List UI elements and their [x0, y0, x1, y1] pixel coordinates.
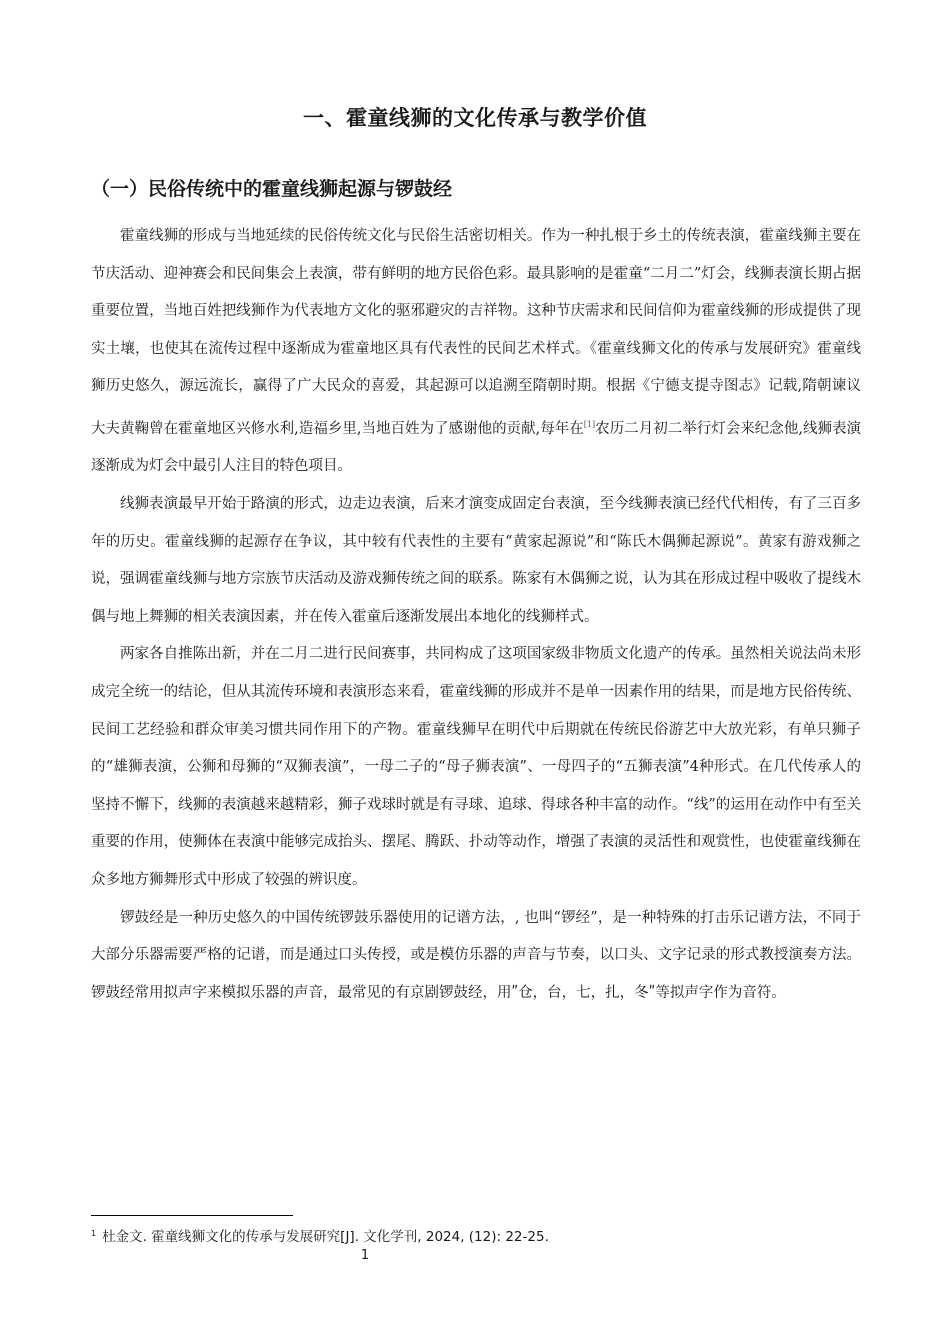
page-title: 一、霍童线狮的文化传承与教学价值	[303, 106, 647, 130]
page-number: 1	[360, 1248, 370, 1263]
citation-mark[interactable]: [1]	[583, 419, 596, 429]
footnote	[91, 1225, 549, 1245]
footnote-divider	[91, 1215, 293, 1216]
paragraph-1-text: 霍童线狮的形成与当地延续的民俗传统文化与民俗生活密切相关。作为一种扎根于乡土的传统表演，霍童线狮主要在节庆活动、迎神赛会和民间集会上表演，带有鲜明的地方民俗色彩。最具影响的是霍童“二月二”灯会，线狮表演长期占据重要位置，当地百姓把线狮作为代表地方文化的驱邪避灾的吉祥物。这种节庆需求和民间信仰为霍童线狮的形成提供了现实土壤，也使其在流传过程中逐渐成为霍童地区具有代表性的民间艺术样式。《霍童线狮文化的传承与发展研究》霍童线狮历史悠久，源远流长，赢得了广大民众的喜爱，其起源可以追溯至隋朝时期。根据《宁德支提寺图志》记载,隋朝谏议大夫黄鞠曾在霍童地区兴修水利,造福乡里,当地百姓为了感谢他的贡献,每年在	[91, 228, 861, 437]
section-heading: （一）民俗传统中的霍童线狮起源与锣鼓经	[91, 178, 453, 200]
paragraph-2: 线狮表演最早开始于路演的形式，边走边表演，后来才演变成固定台表演，至今线狮表演已经代代相传，有了三百多年的历史。霍童线狮的起源存在争议，其中较有代表性的主要有“黄家起源说”和“陈氏木偶狮起源说”。黄家有游戏狮之说，强调霍童线狮与地方宗族节庆活动及游戏狮传统之间的联系。陈家有木偶狮之说，认为其在形成过程中吸收了提线木偶与地上舞狮的相关表演因素，并在传入霍童后逐渐发展出本地化的线狮样式。	[91, 495, 861, 625]
body-text	[91, 218, 861, 1012]
paragraph-1	[91, 218, 861, 486]
paragraph-1-tail: 农历二月初二举行灯会来纪念他,线狮表演逐渐成为灯会中最引人注目的特色项目。	[91, 420, 861, 475]
footnote-text: 杜金文. 霍童线狮文化的传承与发展研究[J]. 文化学刊, 2024, (12): 22-25.	[102, 1229, 549, 1245]
paragraph-3: 两家各自推陈出新，并在二月二进行民间赛事，共同构成了这项国家级非物质文化遗产的传承。虽然相关说法尚未形成完全统一的结论，但从其流传环境和表演形态来看，霍童线狮的形成并不是单一因素作用的结果，而是地方民俗传统、民间工艺经验和群众审美习惯共同作用下的产物。霍童线狮早在明代中后期就在传统民俗游艺中大放光彩，有单只狮子的“雄狮表演，公狮和母狮的“双狮表演”，一母二子的“母子狮表演”、一母四子的“五狮表演”4种形式。在几代传承人的坚持不懈下，线狮的表演越来越精彩，狮子戏球时就是有寻球、追球、得球各种丰富的动作。“线”的运用在动作中有至关重要的作用，使狮体在表演中能够完成抬头、摆尾、腾跃、扑动等动作，增强了表演的灵活性和观赏性，也使霍童线狮在众多地方狮舞形式中形成了较强的辨识度。	[91, 646, 861, 888]
paragraph-4: 锣鼓经是一种历史悠久的中国传统锣鼓乐器使用的记谱方法，, 也叫“锣经”，是一种特殊的打击乐记谱方法，不同于大部分乐器需要严格的记谱，而是通过口头传授，或是模仿乐器的声音与节奏，以口头、文字记录的形式教授演奏方法。锣鼓经常用拟声字来模拟乐器的声音，最常见的有京剧锣鼓经，用ʺ仓，台，七，扎，冬ʺ等拟声字作为音符。	[91, 909, 861, 1001]
footnote-mark: 1	[91, 1228, 97, 1238]
